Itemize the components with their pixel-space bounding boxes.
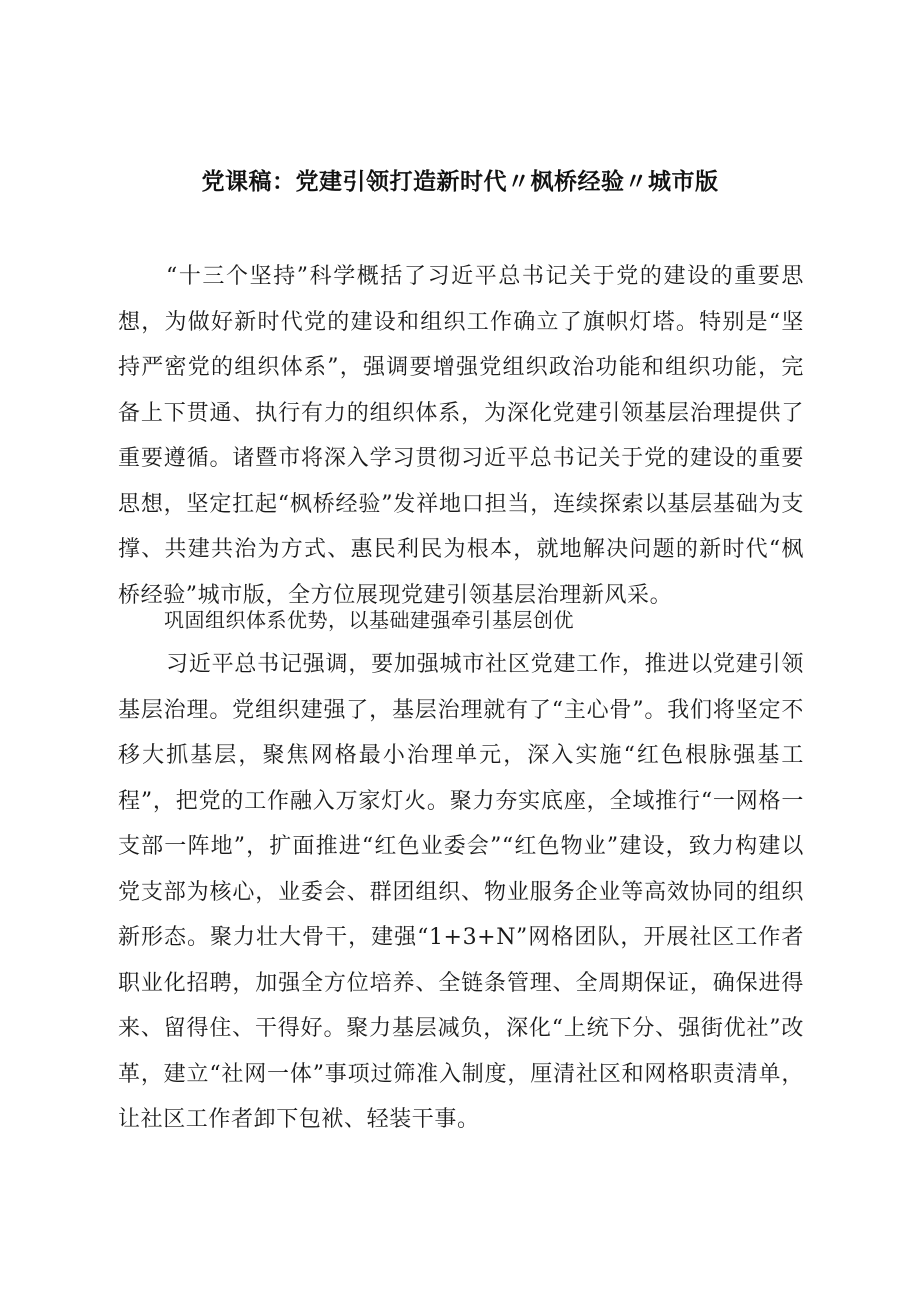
intro-paragraph: “十三个坚持”科学概括了习近平总书记关于党的建设的重要思想，为做好新时代党的建设和组织工作确立了旗帜灯塔。特别是“坚持严密党的组织体系”，强调要增强党组织政治功能和组织功能，完备上下贯通、执行有力的组织体系，为深化党建引领基层治理提供了重要遵循。诸暨市将深入学习贯彻习近平总书记关于党的建设的重要思想，坚定扛起“枫桥经验”发祥地口担当，连续探索以基层基础为支撑、共建共治为方式、惠民利民为根本，就地解决问题的新时代“枫桥经验”城市版，全方位展现党建引领基层治理新风采。 [118,264,804,608]
section-paragraph: 习近平总书记强调，要加强城市社区党建工作，推进以党建引领基层治理。党组织建强了，基层治理就有了“主心骨”。我们将坚定不移大抓基层，聚焦网格最小治理单元，深入实施“红色根脉强基工程”，把党的工作融入万家灯火。聚力夯实底座，全域推行“一网格一支部一阵地”，扩面推进“红色业委会”“红色物业”建设，致力构建以党支部为核心，业委会、群团组织、物业服务企业等高效协同的组织新形态。聚力壮大骨干，建强“1+3+N”网格团队，开展社区工作者职业化招聘，加强全方位培养、全链条管理、全周期保证，确保进得来、留得住、干得好。聚力基层减负，深化“上统下分、强街优社”改革，建立“社网一体”事项过筛准入制度，厘清社区和网格职责清单，让社区工作者卸下包袱、轻装干事。 [118,652,804,1132]
section-heading: 巩固组织体系优势，以基础建强牵引基层创优 [164,608,574,632]
document-title: 党课稿：党建引领打造新时代〃枫桥经验〃城市版 [201,169,719,195]
